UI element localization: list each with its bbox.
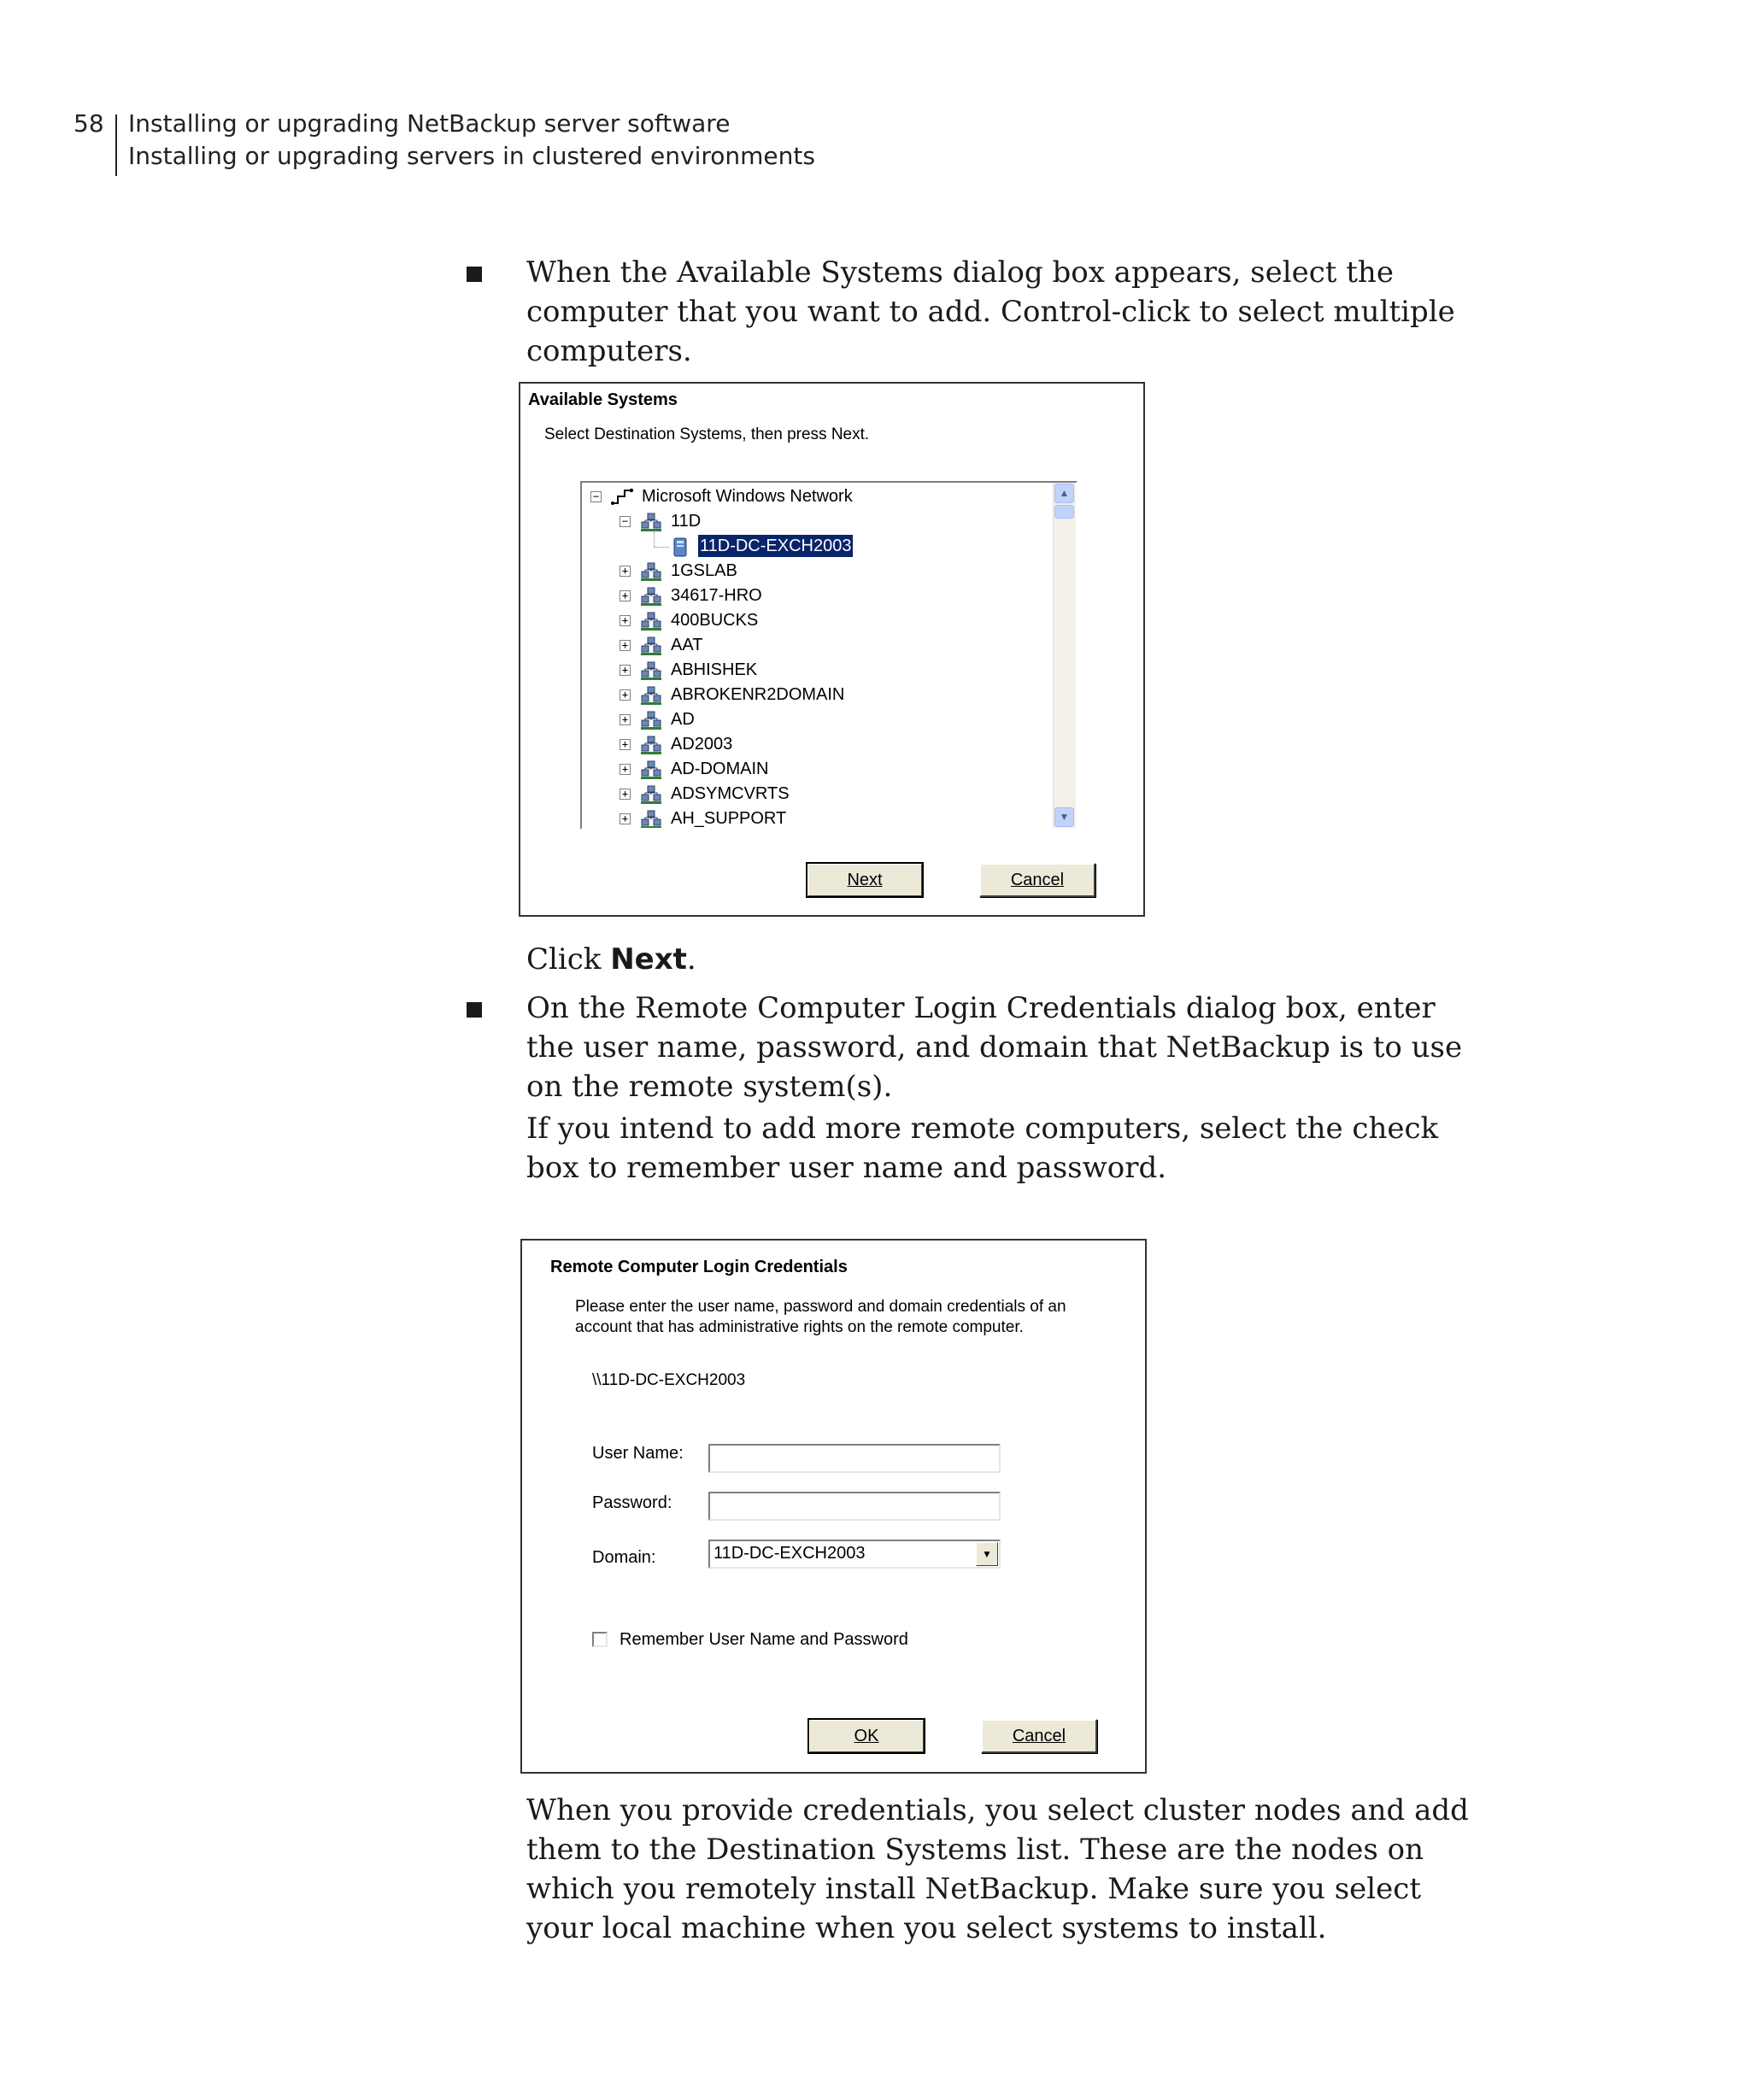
expand-icon[interactable]: + xyxy=(620,590,631,601)
dialog-instructions-line2: account that has administrative rights on the remote computer. xyxy=(575,1318,1024,1336)
tree-domain-label: AD xyxy=(671,710,695,729)
section-title: Installing or upgrading servers in clustered environments xyxy=(128,142,815,170)
tree-domain-label: AD-DOMAIN xyxy=(671,760,769,778)
tree-row-domain[interactable] xyxy=(582,633,1043,658)
tree-row-domain[interactable] xyxy=(582,683,1043,707)
step2-note: If you intend to add more remote computers, select the check box to remember user name and password. xyxy=(526,1112,1439,1185)
password-label: Password: xyxy=(592,1493,672,1512)
tree-row-domain[interactable] xyxy=(582,658,1043,683)
ok-button-label: OK xyxy=(854,1727,879,1745)
expand-icon[interactable]: + xyxy=(620,566,631,577)
chapter-title: Installing or upgrading NetBackup server software xyxy=(128,109,731,138)
bullet-marker xyxy=(467,267,482,282)
tree-scrollbar[interactable] xyxy=(1053,483,1076,828)
domain-selected-value: 11D-DC-EXCH2003 xyxy=(714,1544,866,1563)
expand-icon[interactable]: + xyxy=(620,789,631,800)
click-next-instruction xyxy=(526,940,1483,979)
domain-select[interactable] xyxy=(708,1540,1001,1569)
remember-checkbox[interactable] xyxy=(592,1632,608,1647)
page-number: 58 xyxy=(73,109,104,138)
scroll-thumb[interactable] xyxy=(1054,505,1074,519)
cancel-button-label: Cancel xyxy=(1012,1727,1066,1745)
tree-domain-label: ADSYMCVRTS xyxy=(671,784,790,803)
expand-icon[interactable]: + xyxy=(620,764,631,775)
domain-icon xyxy=(640,810,662,828)
tree-row-domain[interactable] xyxy=(582,707,1043,732)
dialog-title: Available Systems xyxy=(528,390,678,409)
expand-icon[interactable]: + xyxy=(620,615,631,626)
scroll-up-icon[interactable]: ▲ xyxy=(1054,484,1074,503)
collapse-icon[interactable]: − xyxy=(590,491,602,502)
expand-icon[interactable]: + xyxy=(620,813,631,824)
tree-domain-label: 1GSLAB xyxy=(671,561,737,580)
cancel-button-label: Cancel xyxy=(1010,871,1065,889)
available-systems-dialog xyxy=(519,382,1145,917)
collapse-icon[interactable]: − xyxy=(620,516,631,527)
tree-row-domain[interactable] xyxy=(582,782,1043,807)
cancel-button[interactable] xyxy=(981,1719,1097,1753)
next-button-label: Next xyxy=(847,871,883,889)
bullet-marker xyxy=(467,1002,482,1018)
credentials-dialog xyxy=(520,1239,1147,1774)
domain-label: Domain: xyxy=(592,1548,656,1567)
tree-row-domain[interactable] xyxy=(582,509,1043,534)
tree-row-root[interactable] xyxy=(582,484,1043,509)
tree-root-label: Microsoft Windows Network xyxy=(642,487,853,506)
click-target: Next xyxy=(610,942,687,977)
tree-row-domain[interactable] xyxy=(582,608,1043,633)
tree-domain-label: 11D xyxy=(671,512,702,531)
tree-row-domain[interactable] xyxy=(582,757,1043,782)
ok-button[interactable] xyxy=(808,1719,925,1753)
password-input[interactable] xyxy=(708,1492,1001,1521)
tree-domain-label: AD2003 xyxy=(671,735,733,754)
tree-domain-label: AAT xyxy=(671,636,703,654)
dialog-title: Remote Computer Login Credentials xyxy=(550,1258,848,1276)
target-system: \\11D-DC-EXCH2003 xyxy=(592,1371,746,1389)
server-icon xyxy=(671,537,690,558)
remember-label[interactable]: Remember User Name and Password xyxy=(620,1630,908,1649)
user-name-label: User Name: xyxy=(592,1444,684,1463)
network-tree[interactable] xyxy=(580,481,1078,830)
network-icon xyxy=(611,488,633,507)
header-divider xyxy=(115,114,117,176)
chevron-down-icon[interactable]: ▼ xyxy=(976,1542,998,1566)
tree-row-domain[interactable] xyxy=(582,807,1043,828)
tree-row-domain[interactable] xyxy=(582,732,1043,757)
tree-domain-label: ABROKENR2DOMAIN xyxy=(671,685,845,704)
expand-icon[interactable]: + xyxy=(620,714,631,725)
click-prefix: Click xyxy=(526,942,611,977)
user-name-input[interactable] xyxy=(708,1444,1001,1473)
expand-icon[interactable]: + xyxy=(620,640,631,651)
dialog-instructions-line1: Please enter the user name, password and domain credentials of an xyxy=(575,1298,1066,1316)
click-suffix: . xyxy=(686,942,696,977)
expand-icon[interactable]: + xyxy=(620,739,631,750)
tree-row-domain[interactable] xyxy=(582,559,1043,584)
tree-row-computer[interactable] xyxy=(582,534,1043,559)
tree-row-domain[interactable] xyxy=(582,584,1043,608)
tree-domain-label: AH_SUPPORT xyxy=(671,809,787,828)
tree-selected-computer[interactable]: 11D-DC-EXCH2003 xyxy=(700,537,852,555)
scroll-down-icon[interactable]: ▼ xyxy=(1054,807,1074,827)
next-button[interactable] xyxy=(807,863,923,897)
dialog-instructions: Select Destination Systems, then press Next. xyxy=(544,425,870,443)
tree-domain-label: 34617-HRO xyxy=(671,586,762,605)
expand-icon[interactable]: + xyxy=(620,665,631,676)
tree-domain-label: 400BUCKS xyxy=(671,611,759,630)
step1-text: When the Available Systems dialog box appears, select the computer that you want to add. Control-click to select multiple computers. xyxy=(526,255,1455,368)
tree-domain-label: ABHISHEK xyxy=(671,660,758,679)
domain-icon xyxy=(640,513,662,533)
cancel-button[interactable] xyxy=(979,863,1095,897)
closing-text: When you provide credentials, you select cluster nodes and add them to the Destination Systems list. These are the nodes on which you remotely install NetBackup. Make sure you select your local machine when you select systems to install. xyxy=(526,1793,1469,1945)
expand-icon[interactable]: + xyxy=(620,689,631,701)
step2-text: On the Remote Computer Login Credentials dialog box, enter the user name, password, and domain that NetBackup is to use on the remote system(s). xyxy=(526,991,1463,1104)
